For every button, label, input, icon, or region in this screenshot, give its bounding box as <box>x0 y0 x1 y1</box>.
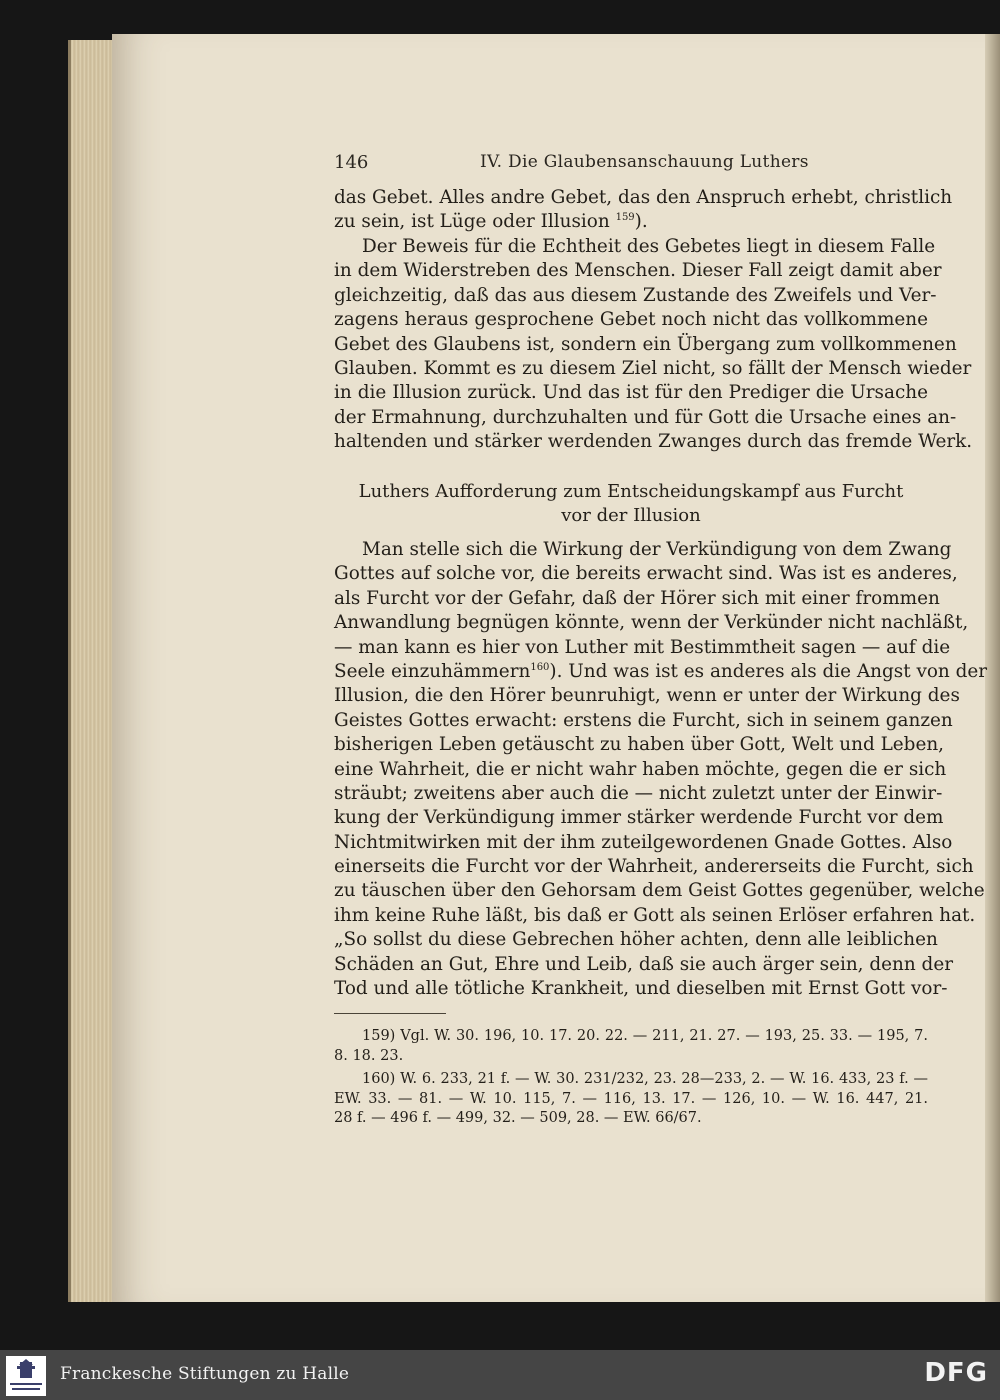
text-fragment: zu sein, ist Lüge oder Illusion <box>334 211 610 233</box>
page-number: 146 <box>334 152 369 173</box>
franckesche-stiftungen-logo[interactable] <box>6 1356 46 1396</box>
section-heading <box>334 480 928 529</box>
text-line <box>334 660 988 684</box>
footnotes <box>334 1027 928 1129</box>
text-line: „So sollst du diese Gebrechen höher achten, denn alle leiblichen <box>334 929 938 951</box>
text-line: einerseits die Furcht vor der Wahrheit, andererseits die Furcht, sich <box>334 856 974 878</box>
text-line: ihm keine Ruhe läßt, bis daß er Gott als seinen Erlöser erfahren hat. <box>334 904 976 926</box>
text-line: der Ermahnung, durchzuhalten und für Gott die Ursache eines an- <box>334 406 957 428</box>
dfg-logo[interactable]: DFG <box>924 1358 988 1388</box>
text-line: haltenden und stärker werdenden Zwanges durch das fremde Werk. <box>334 431 973 453</box>
text-line: Man stelle sich die Wirkung der Verkündigung von dem Zwang <box>362 539 952 560</box>
running-head-title: IV. Die Glaubensanschauung Luthers <box>480 152 809 172</box>
footnote-line: 8. 18. 23. <box>334 1047 404 1064</box>
section-heading-line: vor der Illusion <box>561 505 701 527</box>
footnote-separator <box>334 1013 446 1014</box>
text-line: bisherigen Leben getäuscht zu haben über Gott, Welt und Leben, <box>334 734 945 756</box>
paragraph-1 <box>334 186 953 235</box>
footnote-line: 28 f. — 496 f. — 499, 32. — 509, 28. — EW. 66/67. <box>334 1110 702 1127</box>
text-line: Gottes auf solche vor, die bereits erwacht sind. Was ist es anderes, <box>334 563 958 585</box>
institution-name[interactable]: Franckesche Stiftungen zu Halle <box>60 1364 350 1384</box>
text-fragment: ). Und was ist es anderes als die Angst von der <box>549 660 988 682</box>
text-line: Anwandlung begnügen könnte, wenn der Verkünder nicht nachläßt, <box>334 612 969 634</box>
text-line: — man kann es hier von Luther mit Bestimmtheit sagen — auf die <box>334 636 951 658</box>
text-line: Tod und alle tötliche Krankheit, und dieselben mit Ernst Gott vor- <box>334 978 948 1000</box>
footnote-ref: 159 <box>615 212 635 224</box>
text-line: kung der Verkündigung immer stärker werdende Furcht vor dem <box>334 807 944 829</box>
text-line <box>334 210 928 234</box>
text-line: Der Beweis für die Echtheit des Gebetes liegt in diesem Falle <box>362 236 936 257</box>
viewer-footer <box>0 1350 1000 1400</box>
footnote-ref: 160 <box>530 661 550 673</box>
footnote-line: EW. 33. — 81. — W. 10. 115, 7. — 116, 13. 17. — 126, 10. — W. 16. 447, 21. <box>334 1090 928 1107</box>
text-line: als Furcht vor der Gefahr, daß der Hörer sich mit einer frommen <box>334 587 940 609</box>
text-fragment: Seele einzuhämmern <box>334 660 531 682</box>
text-line: zu täuschen über den Gehorsam dem Geist Gottes gegenüber, welche <box>334 880 985 902</box>
section-heading-line: Luthers Aufforderung zum Entscheidungskampf aus Furcht <box>358 481 904 502</box>
text-line: Geistes Gottes erwacht: erstens die Furcht, sich in seinem ganzen <box>334 709 953 731</box>
footnote-line: 160) W. 6. 233, 21 f. — W. 30. 231/232, 23. 28—233, 2. — W. 16. 433, 23 f. — <box>362 1071 928 1088</box>
text-line: Glauben. Kommt es zu diesem Ziel nicht, so fällt der Mensch wieder <box>334 357 972 379</box>
text-line: gleichzeitig, daß das aus diesem Zustande des Zweifels und Ver- <box>334 284 937 306</box>
text-line: das Gebet. Alles andre Gebet, das den Anspruch erhebt, christlich <box>334 187 953 208</box>
running-head <box>334 146 928 176</box>
footnote-line: 159) Vgl. W. 30. 196, 10. 17. 20. 22. — 211, 21. 27. — 193, 25. 33. — 195, 7. <box>362 1028 928 1044</box>
text-line: sträubt; zweitens aber auch die — nicht zuletzt unter der Einwir- <box>334 782 943 804</box>
text-line: in die Illusion zurück. Und das ist für den Prediger die Ursache <box>334 382 928 404</box>
paragraph-2 <box>334 235 973 455</box>
text-line: Gebet des Glaubens ist, sondern ein Übergang zum vollkommenen <box>334 333 957 355</box>
text-fragment: ). <box>634 211 648 233</box>
page-gutter-shadow <box>985 34 1000 1302</box>
text-line: Illusion, die den Hörer beunruhigt, wenn er unter der Wirkung des <box>334 685 960 707</box>
text-line: Schäden an Gut, Ehre und Leib, daß sie auch ärger sein, denn der <box>334 953 954 975</box>
text-line: in dem Widerstreben des Menschen. Dieser Fall zeigt damit aber <box>334 260 942 282</box>
text-line: zagens heraus gesprochene Gebet noch nicht das vollkommene <box>334 309 928 331</box>
paragraph-3 <box>334 538 988 1001</box>
text-line: eine Wahrheit, die er nicht wahr haben möchte, gegen die er sich <box>334 758 947 780</box>
text-line: Nichtmitwirken mit der ihm zuteilgewordenen Gnade Gottes. Also <box>334 831 953 853</box>
